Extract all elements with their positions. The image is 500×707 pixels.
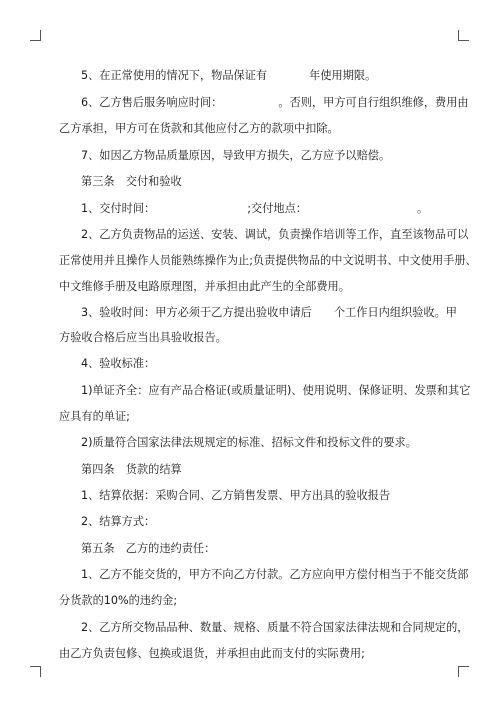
article-3-title: 第三条 交付和验收 <box>81 175 182 188</box>
clause-5-text-end: 年使用期限。 <box>309 69 377 82</box>
acceptance-time-text-end: 个工作日内组织验收。甲 <box>333 306 457 319</box>
article-4-item-2: 2、结算方式： <box>81 515 156 528</box>
article-5-item-1-line-2: 分货款的10%的违约金; <box>59 594 178 607</box>
article-3-item-2-line-2: 正常使用并且操作人员能熟练操作为止;负责提供物品的中文说明书、中文使用手册、 <box>59 254 477 267</box>
clause-5-text: 5、在正常使用的情况下，物品保证有 <box>81 69 268 82</box>
period-mark: 。 <box>416 202 429 215</box>
delivery-time-label: 1、交付时间： <box>81 202 156 215</box>
clause-6-continued: 乙方承担，甲方可在货款和其他应付乙方的款项中扣除。 <box>59 122 339 135</box>
article-3-item-1 <box>81 202 428 216</box>
crop-mark-top-right <box>458 30 469 41</box>
delivery-place-label: ;交付地点： <box>247 202 307 215</box>
clause-6-text: 6、乙方售后服务响应时间： <box>81 96 223 109</box>
article-3-item-3 <box>81 306 457 320</box>
standard-1: 1)单证齐全：应有产品合格证(或质量证明)、使用说明、保修证明、发票和其它 <box>81 384 471 397</box>
standard-2: 2)质量符合国家法律法规规定的标准、招标文件和投标文件的要求。 <box>81 436 417 449</box>
acceptance-time-text: 3、验收时间：甲方必须于乙方提出验收申请后 <box>81 306 312 319</box>
article-3-item-2-line-3: 中文维修手册及电路原理图，并承担由此产生的全部费用。 <box>59 280 350 293</box>
clause-6 <box>81 96 469 110</box>
crop-mark-bottom-right <box>458 666 469 677</box>
article-5-item-2: 2、乙方所交物品品种、数量、规格、质量不符合国家法律法规和合同规定的， <box>81 621 469 634</box>
article-3-item-2: 2、乙方负责物品的运送、安装、调试，负责操作培训等工作，直至该物品可以 <box>81 228 469 241</box>
clause-5 <box>81 69 376 83</box>
standard-1-line-2: 应具有的单证; <box>59 410 130 423</box>
article-5-title: 第五条 乙方的违约责任： <box>81 542 216 555</box>
crop-mark-top-left <box>30 30 41 41</box>
article-5-item-1: 1、乙方不能交货的，甲方不向乙方付款。乙方应向甲方偿付相当于不能交货部 <box>81 568 469 581</box>
clause-6-text-mid: 。否则，甲方可自行组织维修，费用由 <box>278 96 469 109</box>
article-3-item-4: 4、验收标准： <box>81 357 156 370</box>
clause-7: 7、如因乙方物品质量原因，导致甲方损失，乙方应予以赔偿。 <box>81 149 391 162</box>
article-4-item-1: 1、结算依据：采购合同、乙方销售发票、甲方出具的验收报告 <box>81 489 391 502</box>
article-5-item-2-line-2: 由乙方负责包修、包换或退货，并承担由此而支付的实际费用; <box>59 647 365 660</box>
article-4-title: 第四条 货款的结算 <box>81 463 182 476</box>
article-3-item-3-line-2: 方验收合格后应当出具验收报告。 <box>59 331 227 344</box>
crop-mark-bottom-left <box>30 666 41 677</box>
